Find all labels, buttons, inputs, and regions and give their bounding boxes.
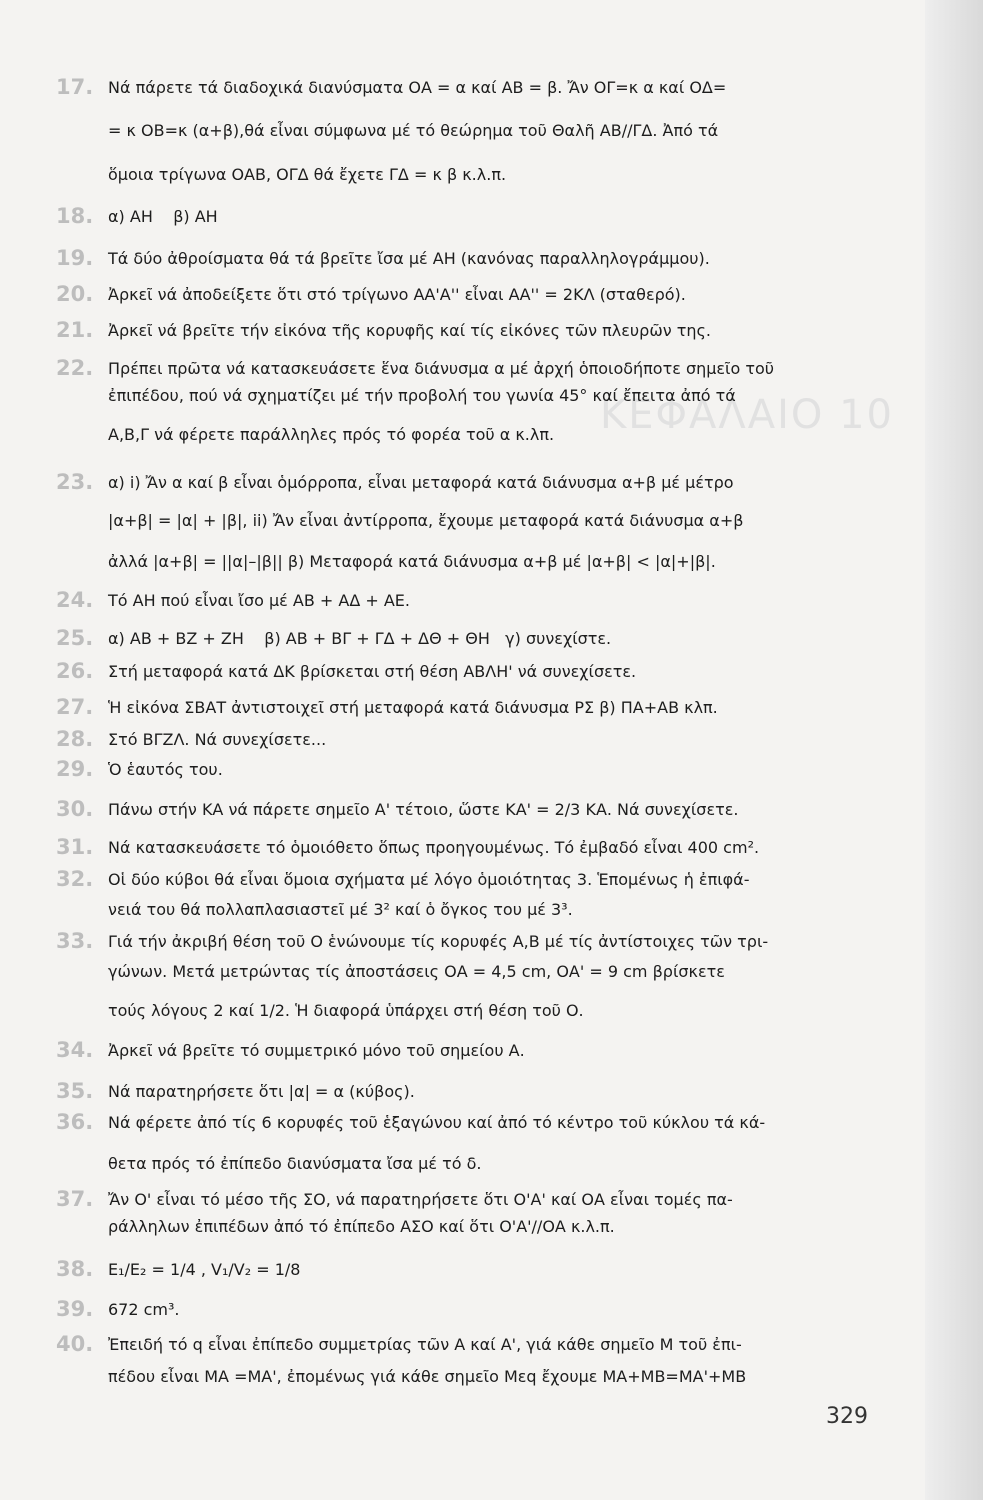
answer-item bbox=[56, 281, 896, 308]
item-line: Νά φέρετε ἀπό τίς 6 κορυφές τοῦ ἑξαγώνου καί ἀπό τό κέντρο τοῦ κύκλου τά κά- bbox=[108, 1113, 766, 1132]
item-number: 20. bbox=[56, 282, 94, 306]
item-number: 23. bbox=[56, 470, 94, 494]
item-number: 22. bbox=[56, 356, 94, 380]
answer-item bbox=[56, 658, 896, 685]
answer-item bbox=[56, 625, 896, 652]
item-line: ράλληλων ἐπιπέδων ἀπό τό ἐπίπεδο ΑΣΟ καί ὅτι Ο'Α'//ΟΑ κ.λ.π. bbox=[108, 1217, 615, 1236]
item-line: Ὁ ἑαυτός του. bbox=[108, 760, 223, 779]
item-number: 37. bbox=[56, 1187, 94, 1211]
item-line: Ἄν Ο' εἶναι τό μέσο τῆς ΣΟ, νά παρατηρήσετε ὅτι Ο'Α' καί ΟΑ εἶναι τομές πα- bbox=[108, 1190, 733, 1209]
item-line: νειά του θά πολλαπλασιαστεῖ μέ 3² καί ὁ ὄγκος του μέ 3³. bbox=[108, 900, 573, 919]
bleed-through-heading: ΚΕΦΑΛΑΙΟ 10 bbox=[600, 392, 894, 438]
item-number: 26. bbox=[56, 659, 94, 683]
item-line: Οἱ δύο κύβοι θά εἶναι ὅμοια σχήματα μέ λόγο ὁμοιότητας 3. Ἑπομένως ἡ ἐπιφά- bbox=[108, 870, 750, 889]
item-number: 31. bbox=[56, 835, 94, 859]
answer-item bbox=[56, 796, 896, 823]
item-number: 40. bbox=[56, 1332, 94, 1356]
answer-item bbox=[56, 928, 896, 1024]
item-line: πέδου εἶναι ΜΑ =ΜΑ', ἐπομένως γιά κάθε σημεῖο Μεq ἔχουμε ΜΑ+ΜΒ=ΜΑ'+ΜΒ bbox=[108, 1367, 747, 1386]
item-line: α) i) Ἄν α καί β εἶναι ὁμόρροπα, εἶναι μεταφορά κατά διάνυσμα α+β μέ μέτρο bbox=[108, 473, 734, 492]
answer-item bbox=[56, 1296, 896, 1323]
answer-item bbox=[56, 726, 896, 753]
item-line: α) ΑΒ + ΒΖ + ΖΗ β) ΑΒ + ΒΓ + ΓΔ + ΔΘ + ΘΗ γ) συνεχίστε. bbox=[108, 629, 612, 648]
item-line: Ε₁/Ε₂ = 1/4 , V₁/V₂ = 1/8 bbox=[108, 1260, 301, 1279]
answer-item bbox=[56, 866, 896, 923]
item-line: θετα πρός τό ἐπίπεδο διανύσματα ἴσα μέ τό δ. bbox=[108, 1154, 482, 1173]
item-number: 36. bbox=[56, 1110, 94, 1134]
item-line: = κ ΟΒ=κ (α+β),θά εἶναι σύμφωνα μέ τό θεώρημα τοῦ Θαλῆ ΑΒ//ΓΔ. Ἀπό τά bbox=[108, 121, 719, 140]
item-line: |α+β| = |α| + |β|, ii) Ἄν εἶναι ἀντίρροπα, ἔχουμε μεταφορά κατά διάνυσμα α+β bbox=[108, 511, 744, 530]
item-number: 24. bbox=[56, 588, 94, 612]
item-line: ἀλλά |α+β| = ||α|–|β|| β) Μεταφορά κατά διάνυσμα α+β μέ |α+β| < |α|+|β|. bbox=[108, 552, 716, 571]
answer-item bbox=[56, 1256, 896, 1283]
item-line: Νά πάρετε τά διαδοχικά διανύσματα ΟΑ = α καί ΑΒ = β. Ἄν ΟΓ=κ α καί ΟΔ= bbox=[108, 78, 727, 97]
item-line: γώνων. Μετά μετρώντας τίς ἀποστάσεις ΟΑ = 4,5 cm, ΟΑ' = 9 cm βρίσκετε bbox=[108, 962, 725, 981]
item-number: 32. bbox=[56, 867, 94, 891]
item-line: Στή μεταφορά κατά ΔΚ βρίσκεται στή θέση ΑΒΛΗ' νά συνεχίσετε. bbox=[108, 662, 637, 681]
item-line: τούς λόγους 2 καί 1/2. Ἡ διαφορά ὑπάρχει στή θέση τοῦ Ο. bbox=[108, 1001, 584, 1020]
answer-item bbox=[56, 587, 896, 614]
answer-item bbox=[56, 245, 896, 272]
item-number: 27. bbox=[56, 695, 94, 719]
item-number: 25. bbox=[56, 626, 94, 650]
item-line: Ἀρκεῖ νά βρεῖτε τό συμμετρικό μόνο τοῦ σημείου Α. bbox=[108, 1041, 525, 1060]
item-number: 35. bbox=[56, 1079, 94, 1103]
item-line: Ἡ εἰκόνα ΣΒΑΤ ἀντιστοιχεῖ στή μεταφορά κατά διάνυσμα ΡΣ β) ΠΑ+ΑΒ κλπ. bbox=[108, 698, 718, 717]
item-line: 672 cm³. bbox=[108, 1300, 180, 1319]
item-number: 17. bbox=[56, 75, 94, 99]
answer-item bbox=[56, 694, 896, 721]
item-number: 30. bbox=[56, 797, 94, 821]
item-line: Νά παρατηρήσετε ὅτι |α| = α (κύβος). bbox=[108, 1082, 415, 1101]
answer-item bbox=[56, 834, 896, 861]
page-number: 329 bbox=[826, 1404, 868, 1429]
item-line: ἐπιπέδου, πού νά σχηματίζει μέ τήν προβολή του γωνία 45° καί ἔπειτα ἀπό τά bbox=[108, 386, 736, 405]
item-line: Τά δύο ἀθροίσματα θά τά βρεῖτε ἴσα μέ ΑΗ (κανόνας παραλληλογράμμου). bbox=[108, 249, 710, 268]
item-line: Νά κατασκευάσετε τό ὁμοιόθετο ὅπως προηγουμένως. Τό ἐμβαδό εἶναι 400 cm². bbox=[108, 838, 760, 857]
item-line: Ἀρκεῖ νά βρεῖτε τήν εἰκόνα τῆς κορυφῆς καί τίς εἰκόνες τῶν πλευρῶν της. bbox=[108, 321, 711, 340]
item-line: ὅμοια τρίγωνα ΟΑΒ, ΟΓΔ θά ἔχετε ΓΔ = κ β κ.λ.π. bbox=[108, 165, 507, 184]
item-number: 34. bbox=[56, 1038, 94, 1062]
item-line: Γιά τήν ἀκριβή θέση τοῦ Ο ἑνώνουμε τίς κορυφές Α,Β μέ τίς ἀντίστοιχες τῶν τρι- bbox=[108, 932, 769, 951]
answer-item bbox=[56, 1078, 896, 1105]
item-number: 39. bbox=[56, 1297, 94, 1321]
item-line: Ἀρκεῖ νά ἀποδείξετε ὅτι στό τρίγωνο ΑΑ'Α'' εἶναι ΑΑ'' = 2ΚΛ (σταθερό). bbox=[108, 285, 686, 304]
item-line: Α,Β,Γ νά φέρετε παράλληλες πρός τό φορέα τοῦ α κ.λπ. bbox=[108, 425, 555, 444]
item-number: 28. bbox=[56, 727, 94, 751]
answer-item bbox=[56, 756, 896, 783]
item-number: 19. bbox=[56, 246, 94, 270]
answer-item bbox=[56, 317, 896, 344]
item-line: Ἐπειδή τό q εἶναι ἐπίπεδο συμμετρίας τῶν Α καί Α', γιά κάθε σημεῖο Μ τοῦ ἐπι- bbox=[108, 1335, 742, 1354]
answer-item bbox=[56, 203, 896, 230]
page-edge-shadow bbox=[925, 0, 983, 1500]
item-line: Στό ΒΓΖΛ. Νά συνεχίσετε... bbox=[108, 730, 327, 749]
answer-item bbox=[56, 469, 896, 575]
answer-item bbox=[56, 1109, 896, 1177]
item-number: 18. bbox=[56, 204, 94, 228]
item-number: 33. bbox=[56, 929, 94, 953]
answer-item bbox=[56, 355, 896, 448]
answers-list bbox=[56, 60, 896, 1390]
item-line: Πρέπει πρῶτα νά κατασκευάσετε ἕνα διάνυσμα α μέ ἀρχή ὁποιοδήποτε σημεῖο τοῦ bbox=[108, 359, 775, 378]
answer-item bbox=[56, 1186, 896, 1240]
item-line: α) ΑΗ β) ΑΗ bbox=[108, 207, 218, 226]
answer-item bbox=[56, 1331, 896, 1390]
answer-item bbox=[56, 74, 896, 188]
item-line: Τό ΑΗ πού εἶναι ἴσο μέ ΑΒ + ΑΔ + ΑΕ. bbox=[108, 591, 410, 610]
item-line: Πάνω στήν ΚΑ νά πάρετε σημεῖο Α' τέτοιο, ὥστε ΚΑ' = 2/3 ΚΑ. Νά συνεχίσετε. bbox=[108, 800, 739, 819]
item-number: 38. bbox=[56, 1257, 94, 1281]
item-number: 29. bbox=[56, 757, 94, 781]
answer-item bbox=[56, 1037, 896, 1064]
item-number: 21. bbox=[56, 318, 94, 342]
